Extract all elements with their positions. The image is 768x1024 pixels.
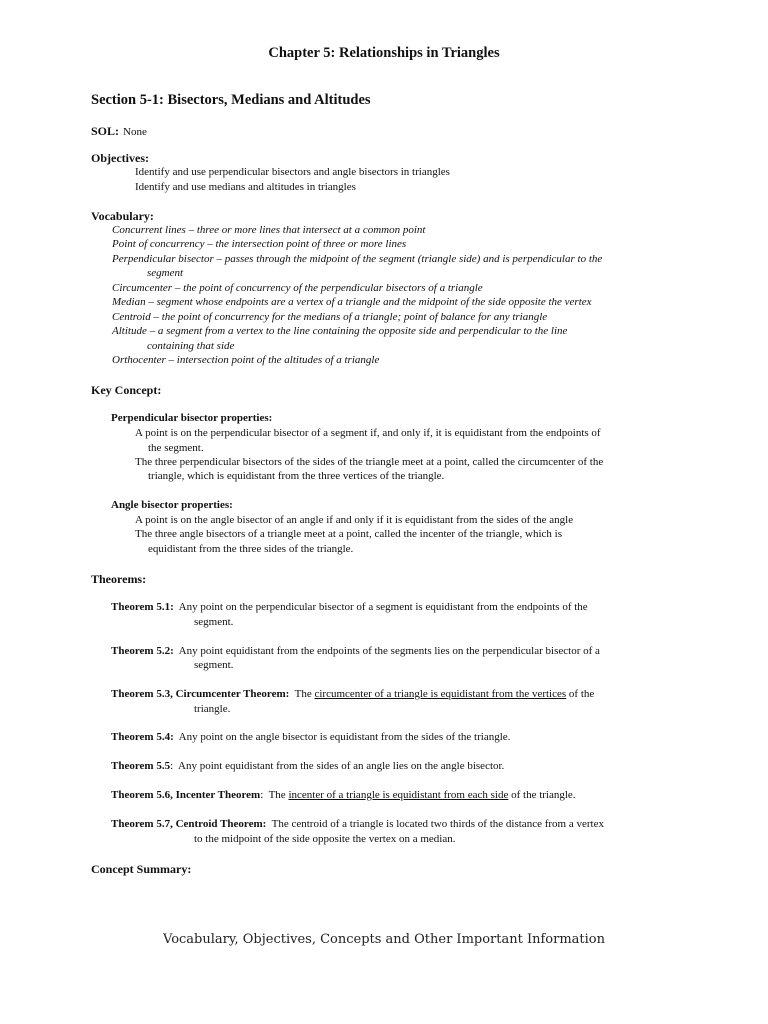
concept-line: triangle, which is equidistant from the three vertices of the triangle. xyxy=(148,470,445,482)
theorem-text: The xyxy=(268,789,286,801)
vocab-line: Orthocenter – intersection point of the altitudes of a triangle xyxy=(112,354,380,366)
perp-bisector-heading: Perpendicular bisector properties: xyxy=(111,412,273,424)
vocab-line: containing that side xyxy=(147,340,235,352)
theorem-text: The xyxy=(294,688,312,700)
concept-line: The three angle bisectors of a triangle meet at a point, called the incenter of the triangle, which is xyxy=(135,528,562,540)
vocab-line: Centroid – the point of concurrency for the medians of a triangle; point of balance for any triangle xyxy=(112,311,548,323)
objectives-label: Objectives: xyxy=(91,151,149,165)
theorem-text: of the xyxy=(568,688,595,700)
theorem-5-3 xyxy=(111,688,594,700)
theorem-name: Theorem 5.5 xyxy=(111,760,171,772)
objective-item: Identify and use medians and altitudes in triangles xyxy=(135,181,356,193)
theorem-name: Theorem 5.2: xyxy=(111,645,174,657)
theorem-text: of the triangle. xyxy=(511,789,576,801)
objective-item: Identify and use perpendicular bisectors and angle bisectors in triangles xyxy=(135,166,450,178)
sol-label: SOL: xyxy=(91,124,120,138)
vocab-line: Circumcenter – the point of concurrency of the perpendicular bisectors of a triangle xyxy=(112,282,483,294)
theorem-name: Theorem 5.3, Circumcenter Theorem: xyxy=(111,688,290,700)
vocab-line: Altitude – a segment from a vertex to the line containing the opposite side and perpendicular to the line xyxy=(112,325,568,337)
theorem-underlined-text: incenter of a triangle is equidistant from each side xyxy=(288,789,509,801)
concept-line: equidistant from the three sides of the triangle. xyxy=(148,543,354,555)
theorem-name: Theorem 5.6, Incenter Theorem xyxy=(111,789,261,801)
theorem-5-5 xyxy=(111,760,504,772)
theorem-name: Theorem 5.1: xyxy=(111,601,174,613)
theorem-text: Any point on the perpendicular bisector of a segment is equidistant from the endpoints of the xyxy=(178,601,588,613)
theorem-text: Any point equidistant from the endpoints of the segments lies on the perpendicular bisector of a xyxy=(178,645,600,657)
key-concept-label: Key Concept: xyxy=(91,383,162,397)
concept-summary-label: Concept Summary: xyxy=(91,862,192,876)
theorems-label: Theorems: xyxy=(91,572,147,586)
sol-line xyxy=(91,122,147,140)
theorem-underlined-text: circumcenter of a triangle is equidistant from the vertices xyxy=(314,688,567,700)
theorem-5-4 xyxy=(111,731,510,743)
theorem-5-6 xyxy=(111,789,576,801)
theorem-5-1 xyxy=(111,601,588,613)
theorem-text-cont: to the midpoint of the side opposite the vertex on a median. xyxy=(194,833,456,845)
concept-line: The three perpendicular bisectors of the sides of the triangle meet at a point, called the circumcenter of the xyxy=(135,456,604,468)
theorem-text: Any point on the angle bisector is equidistant from the sides of the triangle. xyxy=(178,731,511,743)
vocab-line: Median – segment whose endpoints are a vertex of a triangle and the midpoint of the side opposite the vertex xyxy=(112,296,592,308)
theorem-text-cont: segment. xyxy=(194,616,234,628)
theorem-5-2 xyxy=(111,645,600,657)
angle-bisector-heading: Angle bisector properties: xyxy=(111,499,233,511)
sol-value: None xyxy=(123,126,147,138)
theorem-text-cont: segment. xyxy=(194,659,234,671)
theorem-colon: : xyxy=(260,789,264,801)
section-heading: Section 5-1: Bisectors, Medians and Altitudes xyxy=(91,92,371,108)
vocab-line: Concurrent lines – three or more lines that intersect at a common point xyxy=(112,224,426,236)
vocabulary-label: Vocabulary: xyxy=(91,209,154,223)
concept-line: A point is on the angle bisector of an angle if and only if it is equidistant from the sides of the angle xyxy=(135,514,574,526)
theorem-text-cont: triangle. xyxy=(194,703,231,715)
theorem-text: Any point equidistant from the sides of an angle lies on the angle bisector. xyxy=(178,760,505,772)
vocab-line: segment xyxy=(147,267,184,279)
vocab-line: Point of concurrency – the intersection point of three or more lines xyxy=(112,238,407,250)
vocab-line: Perpendicular bisector – passes through the midpoint of the segment (triangle side) and is perpendicular to the xyxy=(112,253,603,265)
theorem-name: Theorem 5.4: xyxy=(111,731,174,743)
theorem-5-7 xyxy=(111,818,604,830)
concept-line: the segment. xyxy=(148,442,204,454)
page-footer: Vocabulary, Objectives, Concepts and Other Important Information xyxy=(163,932,605,947)
concept-line: A point is on the perpendicular bisector of a segment if, and only if, it is equidistant from the endpoints of xyxy=(135,427,601,439)
theorem-text: The centroid of a triangle is located two thirds of the distance from a vertex xyxy=(271,818,604,830)
theorem-name: Theorem 5.7, Centroid Theorem: xyxy=(111,818,267,830)
theorem-colon: : xyxy=(170,760,174,772)
page-title: Chapter 5: Relationships in Triangles xyxy=(268,45,500,61)
